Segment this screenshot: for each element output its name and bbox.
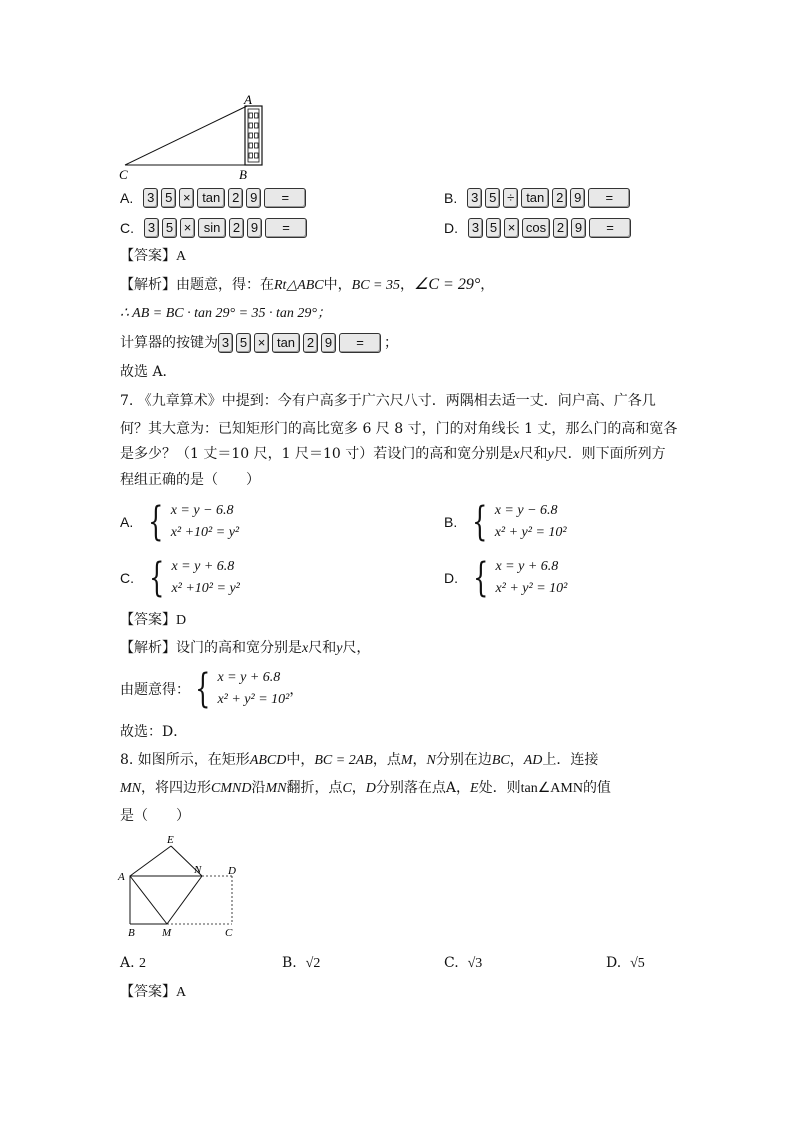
q7-option-c [120, 556, 240, 600]
text: 中， [323, 277, 352, 293]
option-label: D. [444, 220, 458, 236]
equation: x² +10² = y² [170, 525, 240, 540]
q7-line1: 7. 《九章算术》中提到：今有户高多于广六尺八寸．两隅相去适一丈．问户高、广各几 [120, 393, 656, 409]
math: CMND [211, 781, 252, 796]
calc-key: 5 [486, 218, 501, 238]
math: y [547, 447, 554, 462]
calc-key: tan [272, 333, 300, 353]
math: D [365, 781, 376, 796]
calc-key: 9 [247, 218, 262, 238]
option-label: C. [120, 220, 134, 236]
calc-key: 5 [161, 188, 176, 208]
text: 尺和 [519, 446, 548, 462]
equation-system: { x = y − 6.8 x² + y² = 10² [472, 499, 567, 545]
math: C [342, 781, 352, 796]
calc-key: × [179, 188, 194, 208]
calc-key: 3 [468, 218, 483, 238]
q7-analysis-line1 [120, 638, 370, 659]
text: 沿 [251, 780, 266, 796]
text: ； [384, 335, 398, 351]
math: Rt△ABC [274, 278, 324, 293]
rectangle-svg [112, 830, 252, 945]
label-m: M [162, 927, 172, 939]
answer-value: A [176, 985, 187, 1000]
math: M [400, 753, 413, 768]
calc-key: = [588, 188, 630, 208]
q8-option-b [282, 953, 320, 974]
q8-line3: 是（ ） [120, 808, 190, 824]
math: N [426, 753, 436, 768]
text: ，将四边形 [141, 780, 211, 796]
calc-key: × [504, 218, 519, 238]
text: 设门的高和宽分别是 [176, 640, 302, 656]
label-e: E [167, 834, 174, 846]
rectangle-figure [112, 830, 252, 945]
text: 中， [286, 752, 315, 768]
text: ， [509, 752, 524, 768]
q7-conclusion: 故选：D． [120, 724, 188, 740]
option-label: C. [444, 955, 459, 971]
label-b: B [239, 167, 247, 182]
answer-tag: 【答案】 [120, 248, 176, 264]
math: AD [523, 753, 543, 768]
text: 由题意得： [120, 682, 190, 698]
q6-option-c [120, 218, 310, 238]
math: y [336, 641, 343, 656]
q8-answer [120, 982, 186, 1003]
calc-key: tan [197, 188, 225, 208]
q6-option-a [120, 188, 309, 208]
text: 上．连接 [542, 752, 599, 768]
q8-line1 [120, 750, 598, 771]
equation: x = y − 6.8 [170, 503, 234, 518]
q6-option-d [444, 218, 634, 238]
calc-key: 3 [143, 188, 158, 208]
calc-key: = [339, 333, 381, 353]
option-value: √5 [630, 956, 645, 971]
q7-line3 [120, 444, 666, 465]
text: ， [412, 752, 427, 768]
q7-analysis-line2 [120, 667, 303, 711]
answer-tag: 【答案】 [120, 984, 176, 1000]
option-label: B. [444, 514, 458, 530]
text: 是多少？（1 丈＝10 尺，1 尺＝10 寸）若设门的高和宽分别是 [120, 446, 514, 462]
calc-key: 2 [552, 188, 567, 208]
equation: x² + y² = 10² [495, 581, 568, 596]
calc-key: = [265, 218, 307, 238]
math: BC [491, 753, 510, 768]
answer-value: D [176, 613, 187, 628]
equation: x² + y² = 10² [494, 525, 567, 540]
equation-system: { x = y − 6.8 x² +10² = y² [148, 499, 240, 545]
calc-key: cos [522, 218, 550, 238]
label-a: A [244, 92, 252, 107]
equation: x = y + 6.8 [495, 559, 559, 574]
q7-answer [120, 610, 186, 631]
option-label: B. [282, 955, 297, 971]
math: ∠C = 29° [414, 276, 481, 293]
option-value: √3 [467, 956, 483, 971]
q8-option-a [120, 953, 146, 974]
answer-value: A [176, 249, 187, 264]
equation: x = y + 6.8 [217, 670, 281, 685]
q7-option-d [444, 556, 567, 600]
text: 计算器的按键为 [120, 335, 218, 351]
math: ABCD [249, 753, 287, 768]
text: 分别落在点A， [375, 780, 471, 796]
q8-line2 [120, 778, 611, 799]
text: 尺， [342, 640, 371, 656]
analysis-tag: 【解析】 [120, 277, 176, 293]
text: ，点 [372, 752, 401, 768]
option-label: B. [444, 190, 458, 206]
calc-key: 3 [218, 333, 233, 353]
label-c: C [225, 927, 233, 939]
calc-key: 9 [570, 188, 585, 208]
calc-key: 9 [321, 333, 336, 353]
option-value: 2 [139, 956, 147, 971]
calc-key: tan [521, 188, 549, 208]
text: ， [400, 277, 414, 293]
math: tan∠AMN [520, 781, 583, 796]
text: 处．则 [478, 780, 521, 796]
calc-key: = [589, 218, 631, 238]
calc-key: 5 [485, 188, 500, 208]
option-label: A. [120, 514, 134, 530]
calc-key: 9 [571, 218, 586, 238]
analysis-tag: 【解析】 [120, 640, 176, 656]
q8-option-d [606, 953, 645, 974]
calc-key: ÷ [503, 188, 518, 208]
text: ， [480, 277, 495, 293]
q7-line2: 何？其大意为：已知矩形门的高比宽多 6 尺 8 寸，门的对角线长 1 丈，那么门的高和宽各 [120, 421, 678, 437]
q7-option-a [120, 500, 239, 544]
math: MN [265, 781, 287, 796]
calc-key: 5 [236, 333, 251, 353]
math: x [513, 447, 520, 462]
text: 尺和 [308, 640, 337, 656]
label-n: N [194, 864, 202, 876]
text: 尺．则下面所列方 [553, 446, 666, 462]
q6-analysis-line3 [120, 333, 398, 353]
equation-system: { x = y + 6.8 x² + y² = 10² [195, 666, 290, 712]
calc-key: 3 [144, 218, 159, 238]
math: BC = 2AB [314, 753, 373, 768]
calc-key: 2 [229, 218, 244, 238]
option-label: D. [444, 570, 458, 586]
calc-key: 2 [303, 333, 318, 353]
q6-analysis-line1 [120, 275, 494, 296]
text: ， [351, 780, 366, 796]
math: MN [120, 781, 141, 796]
label-c: C [119, 167, 128, 182]
equation: x = y − 6.8 [494, 503, 558, 518]
calc-key: 9 [246, 188, 261, 208]
calc-key: 2 [553, 218, 568, 238]
text: 的值 [582, 780, 611, 796]
triangle-svg [115, 92, 275, 182]
calc-key: × [180, 218, 195, 238]
label-b: B [128, 927, 135, 939]
equation: x² + y² = 10² [217, 692, 290, 707]
option-label: A. [120, 190, 134, 206]
label-a: A [118, 871, 125, 883]
option-value: √2 [305, 956, 321, 971]
calc-key: = [264, 188, 306, 208]
triangle-figure [115, 92, 275, 182]
text: ， [289, 682, 304, 698]
text: 由题意，得：在 [176, 277, 274, 293]
option-label: D. [606, 955, 622, 971]
math: E [470, 781, 479, 796]
q8-option-c [444, 953, 482, 974]
q6-answer [120, 246, 186, 267]
calc-key: sin [198, 218, 226, 238]
label-d: D [228, 865, 236, 877]
math: x [302, 641, 309, 656]
calc-key: × [254, 333, 269, 353]
q6-option-b [444, 188, 633, 208]
answer-tag: 【答案】 [120, 612, 176, 628]
text: 8. 如图所示，在矩形 [120, 752, 250, 768]
equation: x² +10² = y² [171, 581, 240, 596]
text: 分别在边 [435, 752, 492, 768]
q7-option-b [444, 500, 567, 544]
equation: x = y + 6.8 [171, 559, 235, 574]
equation-system: { x = y + 6.8 x² + y² = 10² [473, 555, 568, 601]
q7-line4: 程组正确的是（ ） [120, 472, 260, 488]
option-label: A. [120, 955, 135, 971]
math: BC = 35 [351, 278, 400, 293]
calc-key: 5 [162, 218, 177, 238]
calc-key: 3 [467, 188, 482, 208]
calc-key: 2 [228, 188, 243, 208]
text: 翻折，点 [286, 780, 343, 796]
q6-analysis-line2: ∴ AB = BC · tan 29° = 35 · tan 29°； [120, 306, 332, 321]
q6-conclusion: 故选 A． [120, 364, 177, 380]
equation-system: { x = y + 6.8 x² +10² = y² [149, 555, 240, 601]
option-label: C. [120, 570, 134, 586]
